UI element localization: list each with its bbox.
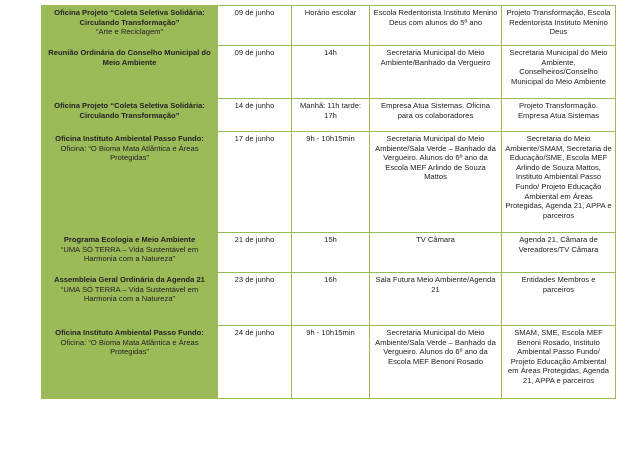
partners-cell: Secretaria Municipal do Meio Ambiente, Conselheiros/Conselho Municipal do Meio Ambiente (502, 46, 616, 99)
event-title: Oficina Instituto Ambiental Passo Fundo: (55, 134, 204, 143)
partners-cell: Projeto Transformação. Empresa Atua Sistemas (502, 99, 616, 132)
table-row (42, 6, 616, 46)
time-cell: 9h - 10h15min (292, 326, 370, 399)
event-title: Oficina Instituto Ambiental Passo Fundo: (55, 328, 204, 337)
partners-cell: Entidades Membros e parceiros (502, 273, 616, 326)
place-cell: Secretaria Municipal do Meio Ambiente/Sala Verde – Banhado da Vergueiro. Alunos do 6º ano da Escola MEF Arlindo de Souza Mattos (370, 132, 502, 233)
date-cell: 23 de junho (218, 273, 292, 326)
date-cell: 09 de junho (218, 46, 292, 99)
date-cell: 17 de junho (218, 132, 292, 233)
event-cell (42, 6, 218, 46)
table-row (42, 46, 616, 99)
event-cell (42, 99, 218, 132)
events-table (41, 5, 616, 399)
event-title: Assembleia Geral Ordinária da Agenda 21 (54, 275, 205, 284)
time-cell: 15h (292, 233, 370, 273)
place-cell: Escola Redentorista Instituto Menino Deus com alunos do 5º ano (370, 6, 502, 46)
event-subtitle: “UMA SÓ TERRA – Vida Sustentável em Harmonia com a Natureza” (60, 284, 199, 304)
time-cell: Horário escolar (292, 6, 370, 46)
time-cell: Manhã: 11h tarde: 17h (292, 99, 370, 132)
event-cell (42, 46, 218, 99)
table-row (42, 233, 616, 273)
event-subtitle: “UMA SÓ TERRA – Vida Sustentável em Harmonia com a Natureza” (60, 244, 199, 264)
table-row (42, 273, 616, 326)
time-cell: 9h - 10h15min (292, 132, 370, 233)
place-cell: Sala Futura Meio Ambiente/Agenda 21 (370, 273, 502, 326)
event-cell (42, 233, 218, 273)
event-cell (42, 326, 218, 399)
event-title: Oficina Projeto “Coleta Seletiva Solidária: Circulando Transformação” (54, 101, 205, 120)
event-title: Programa Ecologia e Meio Ambiente (63, 235, 196, 244)
event-subtitle: Oficina: “O Bioma Mata Atlântica e Áreas Protegidas” (60, 337, 199, 357)
date-cell: 24 de junho (218, 326, 292, 399)
place-cell: Secretaria Municipal do Meio Ambiente/Sala Verde – Banhado da Vergueiro. Alunos do 6º ano da Escola MEF Benoni Rosado (370, 326, 502, 399)
event-cell (42, 132, 218, 233)
date-cell: 21 de junho (218, 233, 292, 273)
partners-cell: Agenda 21, Câmara de Vereadores/TV Câmara (502, 233, 616, 273)
table-row (42, 132, 616, 233)
table-row (42, 326, 616, 399)
event-title: Oficina Projeto “Coleta Seletiva Solidária: Circulando Transformação” (54, 8, 205, 27)
table-row (42, 99, 616, 132)
partners-cell: Projeto Transformação, Escola Redentorista Instituto Menino Deus (502, 6, 616, 46)
time-cell: 16h (292, 273, 370, 326)
partners-cell: Secretaria do Meio Ambiente/SMAM, Secretaria de Educação/SME, Escola MEF Arlindo de Souza Mattos, Instituto Ambiental Passo Fundo/ Projeto Educação Ambiental em Áreas Protegidas, Agenda 21, APPA e parceiros (502, 132, 616, 233)
partners-cell: SMAM, SME, Escola MEF Benoni Rosado, Instituto Ambiental Passo Fundo/ Projeto Educação Ambiental em Áreas Protegidas, Agenda 21, APPA e parceiros (502, 326, 616, 399)
date-cell: 14 de junho (218, 99, 292, 132)
event-title: Reunião Ordinária do Conselho Municipal do Meio Ambiente (48, 48, 211, 67)
event-subtitle: Oficina: “O Bioma Mata Atlântica e Áreas Protegidas” (60, 143, 199, 163)
event-subtitle: “Arte e Reciclagem” (95, 27, 164, 37)
time-cell: 14h (292, 46, 370, 99)
event-cell (42, 273, 218, 326)
place-cell: Empresa Atua Sistemas. Oficina para os colaboradores (370, 99, 502, 132)
date-cell: 09 de junho (218, 6, 292, 46)
place-cell: Secretaria Municipal do Meio Ambiente/Banhado da Vergueiro (370, 46, 502, 99)
place-cell: TV Câmara (370, 233, 502, 273)
